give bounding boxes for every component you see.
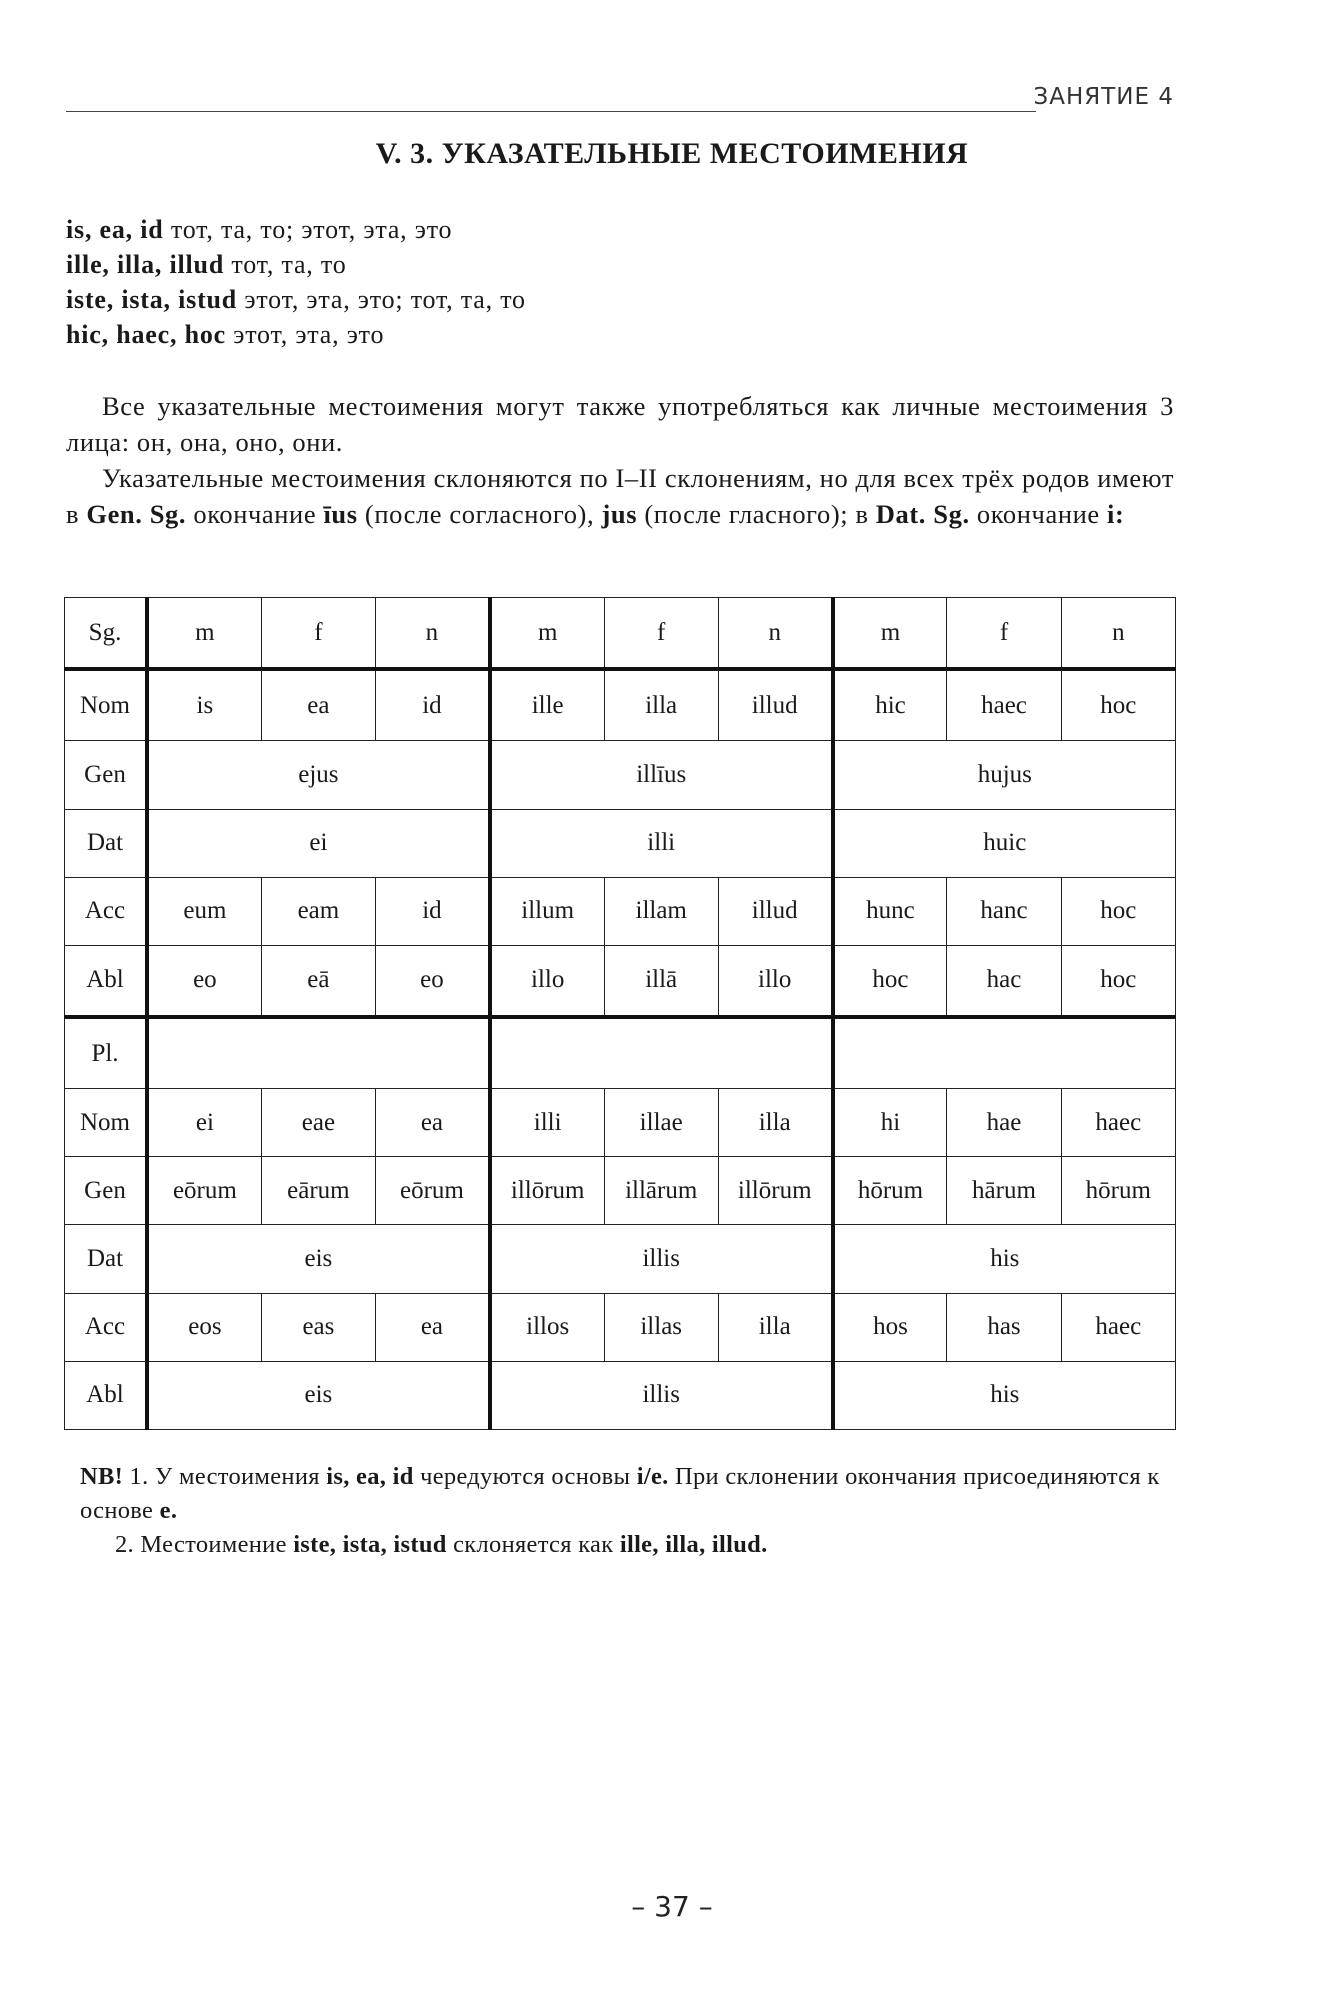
table-cell: eas	[261, 1293, 375, 1361]
pronoun-item	[66, 212, 526, 247]
table-cell: hic	[833, 669, 947, 741]
pronoun-meaning: тот, та, то; этот, эта, это	[170, 215, 453, 244]
table-cell: illam	[604, 877, 718, 945]
row-label: Acc	[65, 1293, 148, 1361]
pronoun-item	[66, 317, 526, 352]
text-span: окончание	[976, 499, 1100, 529]
row-label: Nom	[65, 669, 148, 741]
table-cell: hac	[947, 945, 1061, 1017]
table-cell: illud	[718, 669, 832, 741]
table-cell: eo	[147, 945, 261, 1017]
table-row	[65, 1225, 1176, 1293]
table-cell: illi	[490, 809, 833, 877]
row-label: Sg.	[65, 598, 148, 670]
table-row-genders	[65, 598, 1176, 670]
gender-cell: m	[147, 598, 261, 670]
table-row	[65, 1157, 1176, 1225]
term: is, ea, id	[326, 1463, 414, 1490]
table-cell: eis	[147, 1225, 490, 1293]
table-cell: illīus	[490, 741, 833, 809]
table-cell: illa	[604, 669, 718, 741]
table-cell: his	[833, 1361, 1176, 1429]
declension-table	[64, 597, 1176, 1430]
table-cell: ei	[147, 809, 490, 877]
table-cell: illa	[718, 1293, 832, 1361]
row-label: Dat	[65, 809, 148, 877]
table-cell: illis	[490, 1361, 833, 1429]
table-cell: eum	[147, 877, 261, 945]
text-span: (после согласного),	[364, 499, 595, 529]
table-cell-empty	[490, 1017, 833, 1089]
table-row	[65, 809, 1176, 877]
table-cell: hōrum	[1061, 1157, 1175, 1225]
table-cell: illārum	[604, 1157, 718, 1225]
ending-ius: īus	[323, 499, 358, 529]
table-row	[65, 945, 1176, 1017]
pronoun-item	[66, 247, 526, 282]
table-cell: hoc	[1061, 877, 1175, 945]
row-label: Gen	[65, 741, 148, 809]
pronoun-meaning: этот, эта, это; тот, та, то	[244, 285, 526, 314]
term-dat-sg: Dat. Sg.	[875, 499, 970, 529]
note-number: 1.	[129, 1463, 149, 1490]
table-cell: eam	[261, 877, 375, 945]
table-cell: hae	[947, 1089, 1061, 1157]
row-label: Gen	[65, 1157, 148, 1225]
table-cell: hunc	[833, 877, 947, 945]
table-row	[65, 1361, 1176, 1429]
table-cell: illum	[490, 877, 604, 945]
table-cell: hoc	[1061, 945, 1175, 1017]
gender-cell: f	[604, 598, 718, 670]
ending-i: i:	[1106, 499, 1125, 529]
row-label: Acc	[65, 877, 148, 945]
table-cell: huic	[833, 809, 1176, 877]
table-cell: id	[376, 877, 490, 945]
table-row	[65, 1089, 1176, 1157]
table-cell: id	[376, 669, 490, 741]
text-span: Местоимение	[140, 1531, 287, 1558]
section-title: V. 3. УКАЗАТЕЛЬНЫЕ МЕСТОИМЕНИЯ	[375, 137, 969, 170]
table-cell: his	[833, 1225, 1176, 1293]
table-cell: is	[147, 669, 261, 741]
pronoun-item	[66, 282, 526, 317]
table-row	[65, 741, 1176, 809]
header-title: ЗАНЯТИЕ 4	[1026, 84, 1175, 110]
table-cell: haec	[947, 669, 1061, 741]
table-cell: hanc	[947, 877, 1061, 945]
table-cell: eōrum	[376, 1157, 490, 1225]
paragraph-declension	[66, 460, 1174, 532]
table-row-plural-header	[65, 1017, 1176, 1089]
ending-jus: jus	[601, 499, 638, 529]
page-number: – 37 –	[631, 1890, 713, 1923]
pronoun-list	[66, 212, 526, 352]
table-row	[65, 877, 1176, 945]
pronoun-forms: ille, illa, illud	[66, 250, 225, 279]
table-row	[65, 1293, 1176, 1361]
table-cell: hōrum	[833, 1157, 947, 1225]
table-cell: ea	[376, 1089, 490, 1157]
table-cell: illo	[490, 945, 604, 1017]
term: e.	[159, 1497, 178, 1524]
pronoun-forms: is, ea, id	[66, 215, 164, 244]
gender-cell: f	[261, 598, 375, 670]
term: i/e.	[636, 1463, 669, 1490]
text-span: склоняется как	[453, 1531, 614, 1558]
table-row	[65, 669, 1176, 741]
nb-notes	[80, 1460, 1170, 1562]
row-label: Abl	[65, 945, 148, 1017]
pronoun-forms: iste, ista, istud	[66, 285, 238, 314]
table-cell: illi	[490, 1089, 604, 1157]
table-cell: hi	[833, 1089, 947, 1157]
table-cell: haec	[1061, 1293, 1175, 1361]
table-cell: illae	[604, 1089, 718, 1157]
table-cell: hos	[833, 1293, 947, 1361]
pronoun-meaning: этот, эта, это	[233, 320, 385, 349]
table-cell: eos	[147, 1293, 261, 1361]
text-span: У местоимения	[154, 1463, 320, 1490]
table-cell: hārum	[947, 1157, 1061, 1225]
pronoun-forms: hic, haec, hoc	[66, 320, 226, 349]
table-cell: illā	[604, 945, 718, 1017]
text-span: При склонении окончания присоединяются к основе	[80, 1463, 1160, 1524]
table-cell: eis	[147, 1361, 490, 1429]
nb-note-1	[80, 1460, 1170, 1528]
table-cell: haec	[1061, 1089, 1175, 1157]
paragraph-personal-use: Все указательные местоимения могут также употребляться как личные местоимения 3 лица: он, она, оно, они.	[66, 391, 1174, 457]
table-cell: illas	[604, 1293, 718, 1361]
gender-cell: f	[947, 598, 1061, 670]
table-cell: has	[947, 1293, 1061, 1361]
row-label: Pl.	[65, 1017, 148, 1089]
table-cell: eōrum	[147, 1157, 261, 1225]
table-cell: illos	[490, 1293, 604, 1361]
term-gen-sg: Gen. Sg.	[86, 499, 187, 529]
table-cell: illud	[718, 877, 832, 945]
header-rule	[66, 111, 1036, 112]
table-cell: illa	[718, 1089, 832, 1157]
table-cell: eā	[261, 945, 375, 1017]
gender-cell: n	[376, 598, 490, 670]
table-cell: ei	[147, 1089, 261, 1157]
table-cell: ejus	[147, 741, 490, 809]
row-label: Nom	[65, 1089, 148, 1157]
nb-label: NB!	[80, 1463, 124, 1490]
text-span: окончание	[193, 499, 317, 529]
term: ille, illa, illud.	[619, 1531, 768, 1558]
table-cell: illōrum	[490, 1157, 604, 1225]
row-label: Dat	[65, 1225, 148, 1293]
gender-cell: m	[833, 598, 947, 670]
table-cell: ea	[261, 669, 375, 741]
gender-cell: m	[490, 598, 604, 670]
table-cell-empty	[147, 1017, 490, 1089]
gender-cell: n	[1061, 598, 1175, 670]
table-cell: eo	[376, 945, 490, 1017]
table-cell: ea	[376, 1293, 490, 1361]
table-cell: ille	[490, 669, 604, 741]
table-cell: hoc	[1061, 669, 1175, 741]
text-span: Указательные местоимения склоняются по I–II склонениям, но для всех трёх родов имеют в	[66, 463, 1174, 529]
table-cell: eārum	[261, 1157, 375, 1225]
table-cell: hujus	[833, 741, 1176, 809]
text-span: (после гласного); в	[644, 499, 869, 529]
pronoun-meaning: тот, та, то	[231, 250, 347, 279]
row-label: Abl	[65, 1361, 148, 1429]
note-number: 2.	[115, 1531, 134, 1558]
gender-cell: n	[718, 598, 832, 670]
table-cell: eae	[261, 1089, 375, 1157]
table-cell: illōrum	[718, 1157, 832, 1225]
term: iste, ista, istud	[293, 1531, 447, 1558]
table-cell: hoc	[833, 945, 947, 1017]
text-span: чередуются основы	[420, 1463, 631, 1490]
table-cell: illis	[490, 1225, 833, 1293]
table-cell: illo	[718, 945, 832, 1017]
table-cell-empty	[833, 1017, 1176, 1089]
nb-note-2	[80, 1528, 1170, 1562]
